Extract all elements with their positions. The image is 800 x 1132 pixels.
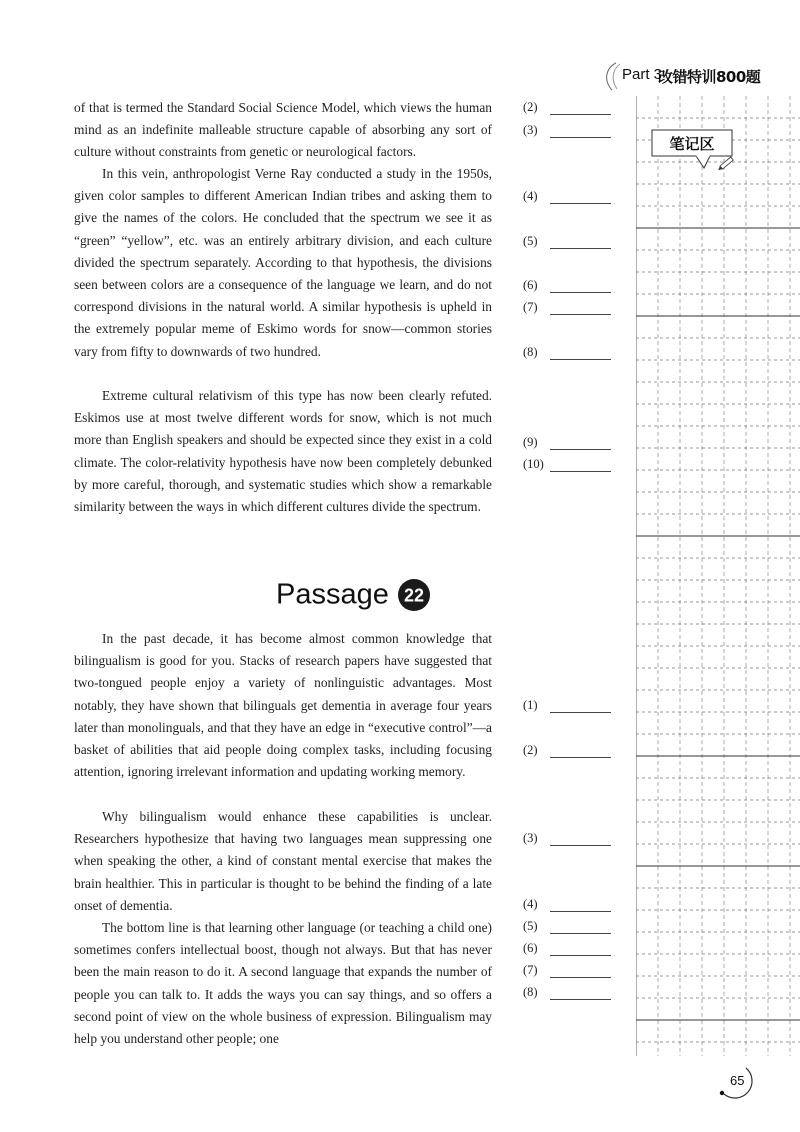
- notes-grid[interactable]: [636, 96, 800, 1056]
- answer-blank[interactable]: (3): [523, 831, 611, 846]
- answer-blank[interactable]: (5): [523, 919, 611, 934]
- answer-blank[interactable]: (6): [523, 278, 611, 293]
- passage-number-badge: [397, 578, 431, 612]
- answer-blank[interactable]: (1): [523, 698, 611, 713]
- running-header: [600, 60, 800, 94]
- answer-blank[interactable]: (9): [523, 435, 611, 450]
- answer-blank[interactable]: (7): [523, 963, 611, 978]
- p21-paragraph-1: of that is termed the Standard Social Science Model, which views the human mind as an indefinite malleable structure capable of absorbing any sort of culture without constraints from genetic or neurological factors.: [74, 100, 492, 160]
- p22-paragraph-2: Why bilingualism would enhance these capabilities is unclear. Researchers hypothesize that having two languages mean suppressing one when speaking the other, a kind of constant mental exercise that makes the brain healthier. This in particular is thought to be behind the finding of a late onset of dementia.: [74, 809, 492, 913]
- p22-paragraph-1: In the past decade, it has become almost common knowledge that bilingualism is good for you. Stacks of research papers have suggested that two-tongued people enjoy a variety of nonlinguistic advantages. Most notably, they have shown that bilinguals get dementia in average four years later than monolinguals, and that they have an edge in “executive control”—a basket of abilities that aid people doing complex tasks, including focusing attention, ignoring irrelevant information and updating working memory.: [74, 631, 492, 780]
- p21-paragraph-2: In this vein, anthropologist Verne Ray conducted a study in the 1950s, given color samples to different American Indian tribes and asking them to give the names of the colors. He concluded that the spectrum we see it as “green” “yellow”, etc. was an entirely arbitrary division, and each culture divided the spectrum separately. According to that hypothesis, the divisions seen between colors are a consequence of the language we learn, and do not correspond divisions in the natural world. A similar hypothesis is upheld in the extremely popular meme of Eskimo words for snow—common stories vary from fifty to downwards of two hundred.: [74, 166, 492, 359]
- answer-blank[interactable]: (8): [523, 985, 611, 1000]
- answer-blank[interactable]: (4): [523, 897, 611, 912]
- answer-blank[interactable]: (2): [523, 743, 611, 758]
- pencil-icon: [717, 157, 733, 172]
- passage-number: 22: [403, 585, 424, 606]
- answer-blank[interactable]: (6): [523, 941, 611, 956]
- answer-blank[interactable]: (7): [523, 300, 611, 315]
- answer-blank[interactable]: (4): [523, 189, 611, 204]
- answer-blank[interactable]: (5): [523, 234, 611, 249]
- p21-paragraph-3: Extreme cultural relativism of this type has now been clearly refuted. Eskimos use at most twelve different words for snow, which is not much more than English speakers and should be expected since they exist in a cold climate. The color-relativity hypothesis have now been completely debunked by more careful, thorough, and systematic studies which show a remarkable similarity between the ways in which different cultures divide the spectrum.: [74, 388, 492, 515]
- notes-label: 笔记区: [669, 135, 715, 153]
- part-label: Part 3: [622, 66, 663, 83]
- answer-blank[interactable]: (2): [523, 100, 611, 115]
- answer-blank[interactable]: (8): [523, 345, 611, 360]
- section-title: 改错特训800题: [658, 68, 761, 86]
- p22-paragraph-3: The bottom line is that learning other language (or teaching a child one) sometimes confers intellectual boost, though not always. But that has never been the main reason to do it. A second language that expands the number of people you can talk to. It adds the ways you can say things, and so offers a second point of view on the whole business of expression. Bilingualism may help you understand other people; one: [74, 920, 492, 1047]
- page-number: 65: [730, 1073, 745, 1088]
- answer-blank[interactable]: (10): [523, 457, 611, 472]
- passage-heading-word: Passage: [276, 578, 389, 611]
- passage-heading: [276, 578, 431, 622]
- answer-blank[interactable]: (3): [523, 123, 611, 138]
